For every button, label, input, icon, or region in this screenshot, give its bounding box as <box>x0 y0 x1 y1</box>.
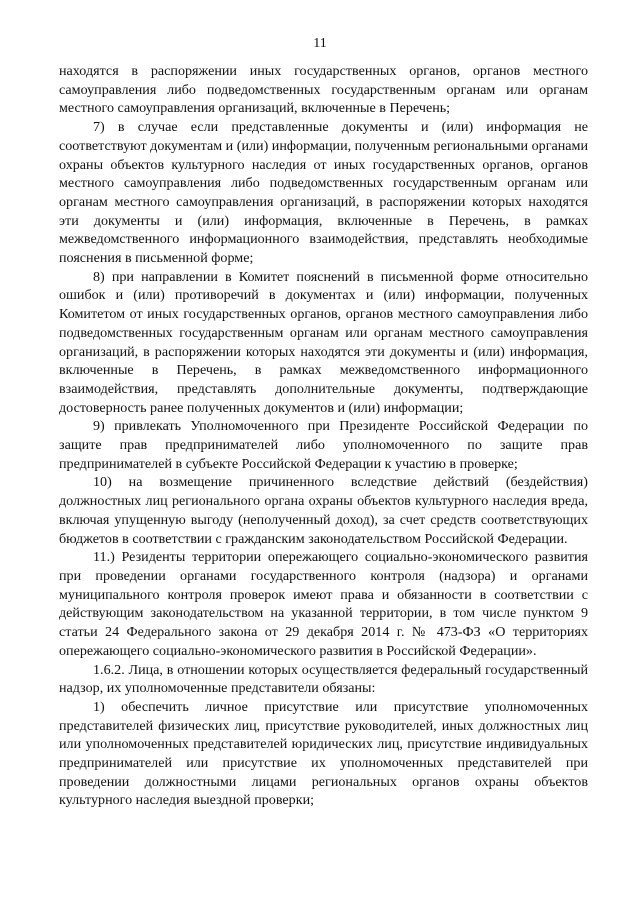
paragraph-item-8: 8) при направлении в Комитет пояснений в письменной форме относительно ошибок и (или) противоречий в документах и (или) информации, полученных Комитетом от иных государственных органов, органов местного самоуправления либо подведомственных государственным органам или органам местного самоуправления организаций, в распоряжении которых находятся эти документы и (или) информация, включенные в Перечень, в рамках межведомственного информационного взаимодействия, представлять дополнительные документы, подтверждающие достоверность ранее полученных документов и (или) информации; <box>59 268 588 416</box>
page-number: 11 <box>313 36 327 51</box>
paragraph-item-9: 9) привлекать Уполномоченного при Президенте Российской Федерации по защите прав предпринимателей либо уполномоченного по защите прав предпринимателей в субъекте Российской Федерации к участию в проверке; <box>59 418 588 472</box>
paragraph-item-11: 11.) Резиденты территории опережающего социально-экономического развития при проведении органами государственного контроля (надзора) и органами муниципального контроля проверок имеют права и обязанности в соответствии с действующим законодательством на указанной территории, в том числе пунктом 9 статьи 24 Федерального закона от 29 декабря 2014 г. № 473-ФЗ «О территориях опережающего социально-экономического развития в Российской Федерации». <box>59 549 588 659</box>
paragraph-obligation-1: 1) обеспечить личное присутствие или присутствие уполномоченных представителей физических лиц, присутствие руководителей, иных должностных лиц или уполномоченных представителей юридических лиц, присутствие индивидуальных предпринимателей или присутствие их уполномоченных представителей при проведении должностными лицами региональных органов охраны объектов культурного наследия выездной проверки; <box>59 698 588 809</box>
document-body <box>59 62 588 810</box>
paragraph-section-1-6-2: 1.6.2. Лица, в отношении которых осуществляется федеральный государственный надзор, их уполномоченные представители обязаны: <box>59 661 588 697</box>
paragraph-item-10: 10) на возмещение причиненного вследствие действий (бездействия) должностных лиц регионального органа охраны объектов культурного наследия вреда, включая упущенную выгоду (неполученный доход), за счет средств соответствующих бюджетов в соответствии с гражданским законодательством Российской Федерации. <box>59 474 588 547</box>
paragraph-continuation: находятся в распоряжении иных государственных органов, органов местного самоуправления либо подведомственных государственным органам или органам местного самоуправления организаций, включенные в Перечень; <box>59 63 588 117</box>
paragraph-item-7: 7) в случае если представленные документы и (или) информация не соответствуют документам и (или) информации, полученным региональными органами охраны объектов культурного наследия от иных государственных органов, органов местного самоуправления либо подведомственных государственным органам или органам местного самоуправления организаций, в распоряжении которых находятся эти документы и (или) информация, включенные в Перечень, в рамках межведомственного информационного взаимодействия, представлять необходимые пояснения в письменной форме; <box>59 119 588 267</box>
